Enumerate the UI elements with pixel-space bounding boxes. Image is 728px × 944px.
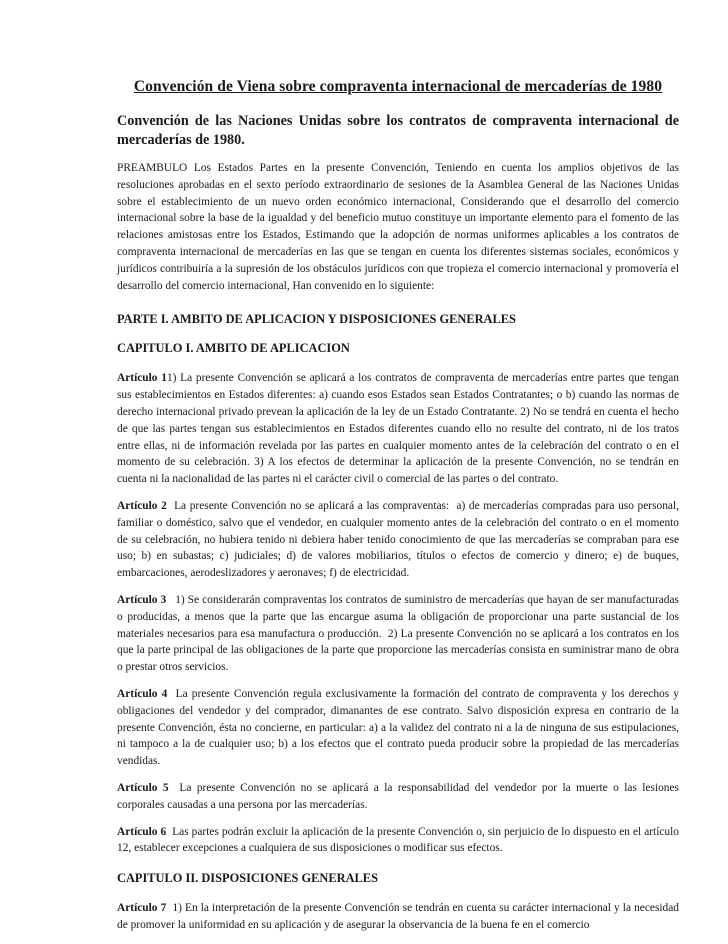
chapter-heading: CAPITULO I. AMBITO DE APLICACION <box>117 341 350 356</box>
part-heading: PARTE I. AMBITO DE APLICACION Y DISPOSICIONES GENERALES <box>117 312 516 327</box>
article-text: Las partes podrán excluir la aplicación de la presente Convención o, sin perjuicio de lo dispuesto en el artículo 12, establecer excepciones a cualquiera de sus disposiciones o modificar sus efectos. <box>117 825 682 855</box>
article-text: 1) Se considerarán compraventas los contratos de suministro de mercaderías que hayan de ser manufacturadas o producidas, a menos que la parte que las encargue asuma la obligación de proporcionar una parte sustancial de los materiales necesarios para esa manufactura o producción. 2) La presente Convención no se aplicará a los contratos en los que la parte principal de las obligaciones de la parte que proporcione las mercaderías consista en suministrar mano de obra o prestar otros servicios. <box>117 593 682 674</box>
preamble-paragraph: PREAMBULO Los Estados Partes en la presente Convención, Teniendo en cuenta los amplios objetivos de las resoluciones aprobadas en el sexto período extraordinario de sesiones de la Asamblea General de las Naciones Unidas sobre el establecimiento de un nuevo orden económico internacional, Considerando que el desarrollo del comercio internacional sobre la base de la igualdad y del beneficio mutuo constituye un importante elemento para el fomento de las relaciones amistosas entre los Estados, Estimando que la adopción de normas uniformes aplicables a los contratos de compraventa internacional de mercaderías en las que se tengan en cuenta los diferentes sistemas sociales, económicos y jurídicos contribuiría a la supresión de los obstáculos jurídicos con que tropieza el comercio internacional y promovería el desarrollo del comercio internacional, Han convenido en lo siguiente: <box>117 162 679 292</box>
article-label: Artículo 3 <box>117 593 167 606</box>
document-page <box>117 78 682 944</box>
article-label: Artículo 5 <box>117 781 169 794</box>
article-text: La presente Convención no se aplicará a las compraventas: a) de mercaderías compradas para uso personal, familiar o doméstico, salvo que el vendedor, en cualquier momento antes de la celebración del contrato o en el momento de su celebración, no hubiera tenido ni debiera haber tenido conocimiento de que las mercaderías se compraban para ese uso; b) en subastas; c) judiciales; d) de valores mobiliarios, títulos o efectos de comercio y dinero; e) de buques, embarcaciones, aerodeslizadores y aeronaves; f) de electricidad. <box>117 499 682 580</box>
article-paragraph <box>117 592 682 676</box>
document-subtitle: Convención de las Naciones Unidas sobre los contratos de compraventa internacional de mercaderías de 1980. <box>117 113 679 148</box>
article-paragraph <box>117 498 682 582</box>
chapter-heading: CAPITULO II. DISPOSICIONES GENERALES <box>117 871 378 886</box>
article-text: La presente Convención regula exclusivamente la formación del contrato de compraventa y los derechos y obligaciones del vendedor y del comprador, dimanantes de ese contrato. Salvo disposición expresa en contrario de la presente Convención, ésta no concierne, en particular: a) a la validez del contrato ni a la de ninguna de sus estipulaciones, ni tampoco a la de cualquier uso; b) a los efectos que el contrato pueda producir sobre la propiedad de las mercaderías vendidas. <box>117 687 682 768</box>
article-paragraph <box>117 900 682 934</box>
article-label: Artículo 1 <box>117 372 167 385</box>
article-text: La presente Convención no se aplicará a la responsabilidad del vendedor por la muerte o las lesiones corporales causadas a una persona por las mercaderías. <box>117 781 682 811</box>
article-label: Artículo 2 <box>117 499 167 512</box>
article-paragraph <box>117 824 682 858</box>
article-label: Artículo 4 <box>117 687 168 700</box>
article-text: 1) La presente Convención se aplicará a los contratos de compraventa de mercaderías entre partes que tengan sus establecimientos en Estados diferentes: a) cuando esos Estados sean Estados Contratantes; o b) cuando las normas de derecho internacional privado prevean la aplicación de la ley de un Estado Contratante. 2) No se tendrá en cuenta el hecho de que las partes tengan sus establecimientos en Estados diferentes cuando ello no resulte del contrato, ni de los tratos entre ellas, ni de información revelada por las partes en cualquier momento antes de la celebración del contrato o en el momento de su celebración. 3) A los efectos de determinar la aplicación de la presente Convención, no se tendrán en cuenta ni la nacionalidad de las partes ni el carácter civil o comercial de las partes o del contrato. <box>117 372 679 486</box>
article-label: Artículo 6 <box>117 825 167 838</box>
document-title: Convención de Viena sobre compraventa internacional de mercaderías de 1980 <box>133 78 663 95</box>
article-paragraph <box>117 686 682 770</box>
article-text: 1) En la interpretación de la presente Convención se tendrán en cuenta su carácter internacional y la necesidad de promover la uniformidad en su aplicación y de asegurar la observancia de la buena fe en el comercio <box>117 902 682 931</box>
article-paragraph <box>117 370 679 488</box>
article-label: Artículo 7 <box>117 902 167 915</box>
article-paragraph <box>117 780 682 814</box>
